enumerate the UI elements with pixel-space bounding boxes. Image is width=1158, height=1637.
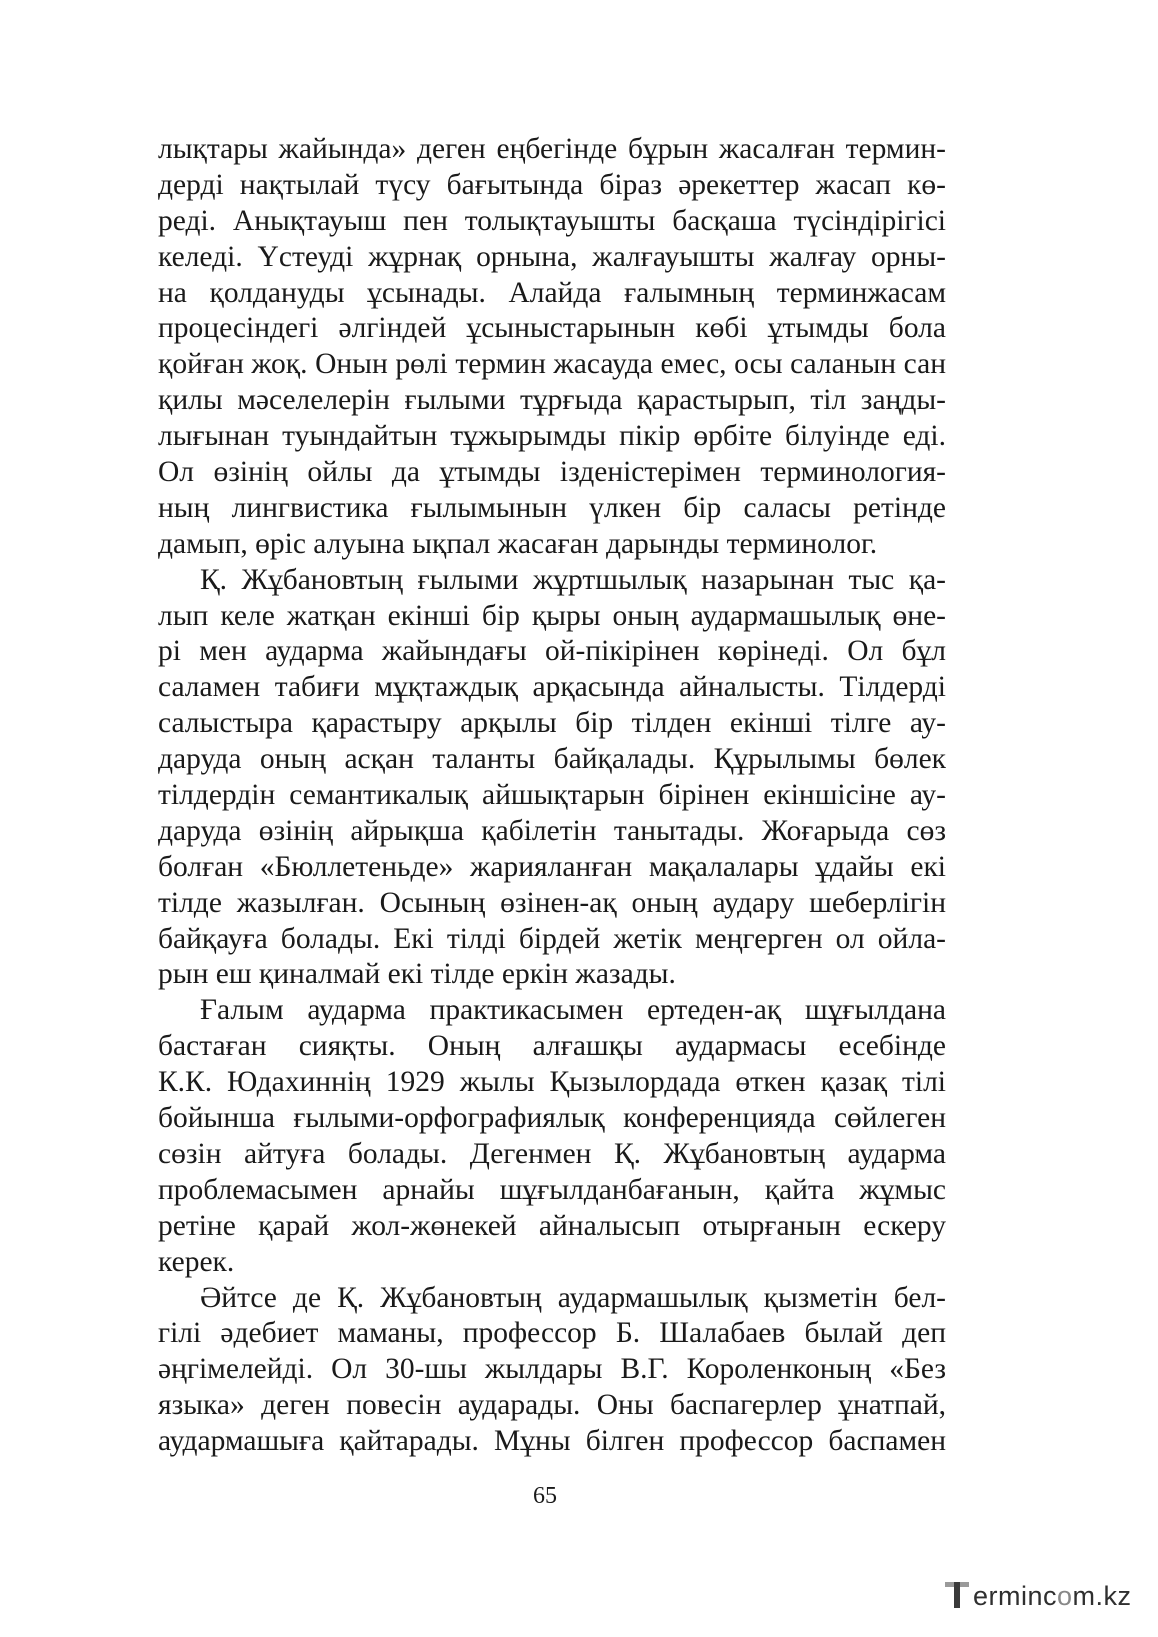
text-line: лықтары жайында» деген еңбегінде бұрын жасалған термин- bbox=[158, 133, 946, 165]
text-line: салыстыра қарастыру арқылы бір тілден екінші тілге ау- bbox=[158, 707, 946, 740]
text-line: лып келе жатқан екінші бір қыры оның аудармашылық өне- bbox=[158, 599, 946, 632]
text-line: болған «Бюллетеньде» жарияланған мақалалары ұдайы екі bbox=[158, 850, 946, 883]
text-line: даруда өзінің айрықша қабілетін танытады. Жоғарыда сөз bbox=[158, 814, 946, 847]
text-line: келеді. Үстеуді жұрнақ орнына, жалғауышты жалғау орны- bbox=[158, 240, 946, 273]
text-line: қилы мәселелерін ғылыми тұрғыда қарастырып, тіл заңды- bbox=[158, 384, 946, 417]
text-line: байқауға болады. Екі тілді бірдей жетік меңгерген ол ойла- bbox=[158, 922, 946, 955]
text-line: реді. Анықтауыш пен толықтауышты басқаша түсіндірігісі bbox=[158, 204, 946, 237]
text-line: тілде жазылған. Осының өзінен-ақ оның аудару шеберлігін bbox=[158, 886, 946, 919]
paragraph-start-line: Ғалым аударма практикасымен ертеден-ақ шұғылдана bbox=[200, 994, 946, 1027]
text-line: саламен табиғи мұқтаждық арқасында айналысты. Тілдерді bbox=[158, 671, 946, 704]
text-line: қойған жоқ. Онын рөлі термин жасауда емес, осы саланын сан bbox=[158, 348, 946, 381]
text-line: проблемасымен арнайы шұғылданбағанын, қайта жұмыс bbox=[158, 1173, 946, 1206]
text-line: рі мен аударма жайындағы ой-пікірінен көрінеді. Ол бұл bbox=[158, 635, 946, 668]
text-line: дамып, өріс алуына ықпал жасаған дарынды терминолог. bbox=[158, 527, 878, 560]
text-line: гілі әдебиет маманы, профессор Б. Шалабаев былай деп bbox=[158, 1317, 946, 1350]
text-line: аудармашыға қайтарады. Мұны білген профессор баспамен bbox=[158, 1425, 946, 1458]
text-line: әңгімелейді. Ол 30-шы жылдары В.Г. Короленконың «Без bbox=[158, 1353, 946, 1386]
paragraph-start-line: Қ. Жұбановтың ғылыми жұртшылық назарынан тыс қа- bbox=[200, 563, 946, 596]
text-line: бастаған сияқты. Оның алғашқы аудармасы есебінде bbox=[158, 1030, 946, 1063]
text-line: ның лингвистика ғылымынын үлкен бір саласы ретінде bbox=[158, 491, 946, 524]
page-number: 65 bbox=[533, 1483, 557, 1509]
text-line: процесіндегі әлгіндей ұсыныстарынын көбі ұтымды бола bbox=[158, 312, 946, 345]
text-line: рын еш қиналмай екі тілде еркін жазады. bbox=[158, 958, 676, 991]
page-body-text bbox=[158, 132, 946, 1460]
text-line: тілдердін семантикалық айшықтарын бірінен екіншісіне ау- bbox=[158, 779, 946, 812]
text-line: лығынан туындайтын тұжырымды пікір өрбіте білуінде еді. bbox=[158, 420, 946, 453]
text-line: сөзін айтуға болады. Дегенмен Қ. Жұбановтың аударма bbox=[158, 1137, 946, 1170]
text-line: на қолдануды ұсынады. Алайда ғалымның терминжасам bbox=[158, 276, 946, 309]
text-line: Ол өзінің ойлы да ұтымды ізденістерімен терминология- bbox=[158, 456, 946, 489]
watermark-text-part: erminc bbox=[973, 1581, 1058, 1611]
paragraph-start-line: Әйтсе де Қ. Жұбановтың аудармашылық қызметін бел- bbox=[200, 1281, 946, 1314]
magnifier-icon bbox=[944, 1576, 972, 1612]
text-line: К.К. Юдахиннің 1929 жылы Қызылордада өткен қазақ тілі bbox=[158, 1066, 946, 1099]
termincom-logo bbox=[944, 1576, 972, 1612]
text-line: дерді нақтылай түсу бағытында біраз әрекеттер жасап кө- bbox=[158, 168, 946, 201]
termincom-watermark bbox=[944, 1576, 1144, 1616]
text-line: ретіне қарай жол-жөнекей айналысып отырғанын ескеру bbox=[158, 1209, 946, 1242]
watermark-text bbox=[973, 1576, 1132, 1616]
watermark-magnifier-o: o bbox=[1057, 1581, 1073, 1611]
text-line: керек. bbox=[158, 1245, 235, 1278]
text-line: бойынша ғылыми-орфографиялық конференцияда сөйлеген bbox=[158, 1102, 946, 1135]
text-line: языка» деген повесін аударады. Оны баспагерлер ұнатпай, bbox=[158, 1389, 946, 1422]
watermark-text-part: m.kz bbox=[1072, 1581, 1132, 1611]
text-line: даруда оның асқан таланты байқалады. Құрылымы бөлек bbox=[158, 743, 946, 776]
